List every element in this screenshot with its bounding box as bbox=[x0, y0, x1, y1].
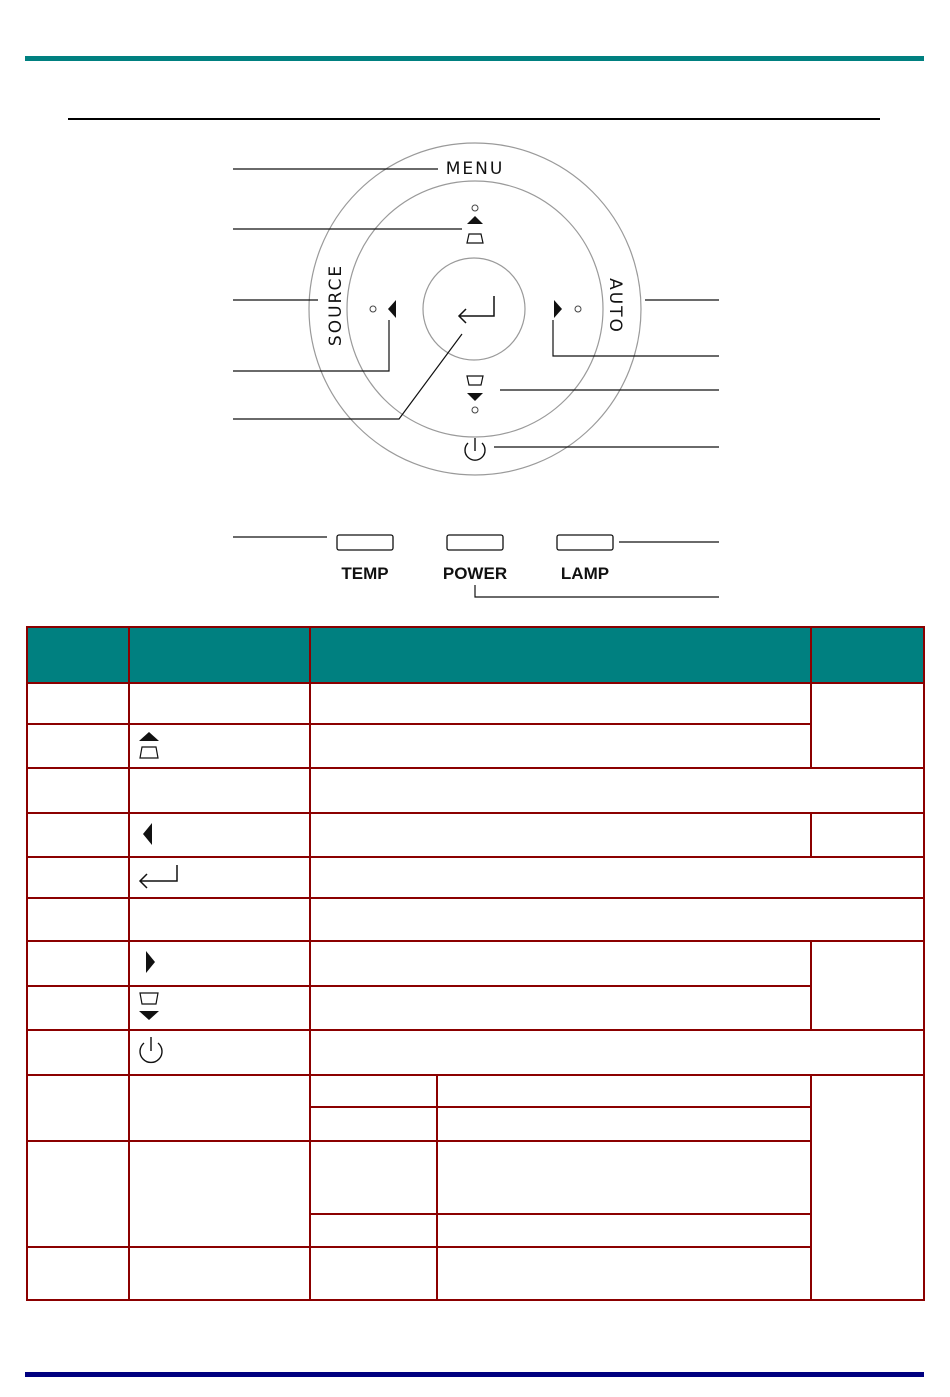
callout-lines bbox=[233, 169, 719, 597]
source-label: SOURCE bbox=[326, 263, 346, 347]
section-title-rule bbox=[68, 118, 880, 120]
indicator-dot-left bbox=[370, 306, 376, 312]
enter-icon[interactable] bbox=[459, 296, 494, 323]
table-row bbox=[27, 768, 924, 813]
table-row bbox=[27, 941, 924, 986]
indicator-dot-up bbox=[472, 205, 478, 211]
table-row bbox=[27, 813, 924, 857]
left-arrow-icon bbox=[136, 821, 162, 847]
menu-label: MENU bbox=[445, 159, 505, 179]
power-icon bbox=[136, 1035, 166, 1067]
table-row bbox=[27, 1247, 924, 1300]
table-row bbox=[27, 1030, 924, 1075]
auto-label: AUTO bbox=[605, 278, 625, 334]
enter-icon bbox=[136, 862, 182, 890]
lamp-label: LAMP bbox=[560, 564, 610, 583]
indicator-dot-down bbox=[472, 407, 478, 413]
table-row bbox=[27, 986, 924, 1030]
table-row bbox=[27, 683, 924, 724]
right-arrow-icon[interactable] bbox=[554, 300, 562, 318]
left-arrow-icon[interactable] bbox=[388, 300, 396, 318]
outer-ring bbox=[309, 143, 641, 475]
control-panel-diagram bbox=[0, 130, 950, 610]
header-cell bbox=[811, 627, 924, 683]
keystone-down-icon[interactable] bbox=[467, 376, 483, 401]
header-cell bbox=[129, 627, 310, 683]
footer-rule bbox=[25, 1372, 924, 1377]
keystone-up-icon[interactable] bbox=[467, 216, 483, 243]
keystone-down-icon bbox=[136, 991, 162, 1023]
table-header-row bbox=[27, 627, 924, 683]
temp-led bbox=[337, 535, 393, 550]
table-row bbox=[27, 724, 924, 768]
table-row bbox=[27, 1141, 924, 1214]
temp-label: TEMP bbox=[341, 564, 389, 583]
header-rule bbox=[25, 56, 924, 61]
table-row bbox=[27, 857, 924, 898]
table-row bbox=[27, 898, 924, 941]
table-row bbox=[27, 1075, 924, 1107]
header-cell bbox=[27, 627, 129, 683]
keystone-up-icon bbox=[136, 730, 162, 760]
right-arrow-icon bbox=[136, 949, 162, 975]
control-panel-table bbox=[26, 626, 925, 1301]
enter-ring bbox=[423, 258, 525, 360]
power-icon[interactable] bbox=[465, 438, 485, 460]
power-led bbox=[447, 535, 503, 550]
lamp-led bbox=[557, 535, 613, 550]
power-label: POWER bbox=[442, 564, 508, 583]
indicator-dot-right bbox=[575, 306, 581, 312]
header-cell bbox=[310, 627, 811, 683]
